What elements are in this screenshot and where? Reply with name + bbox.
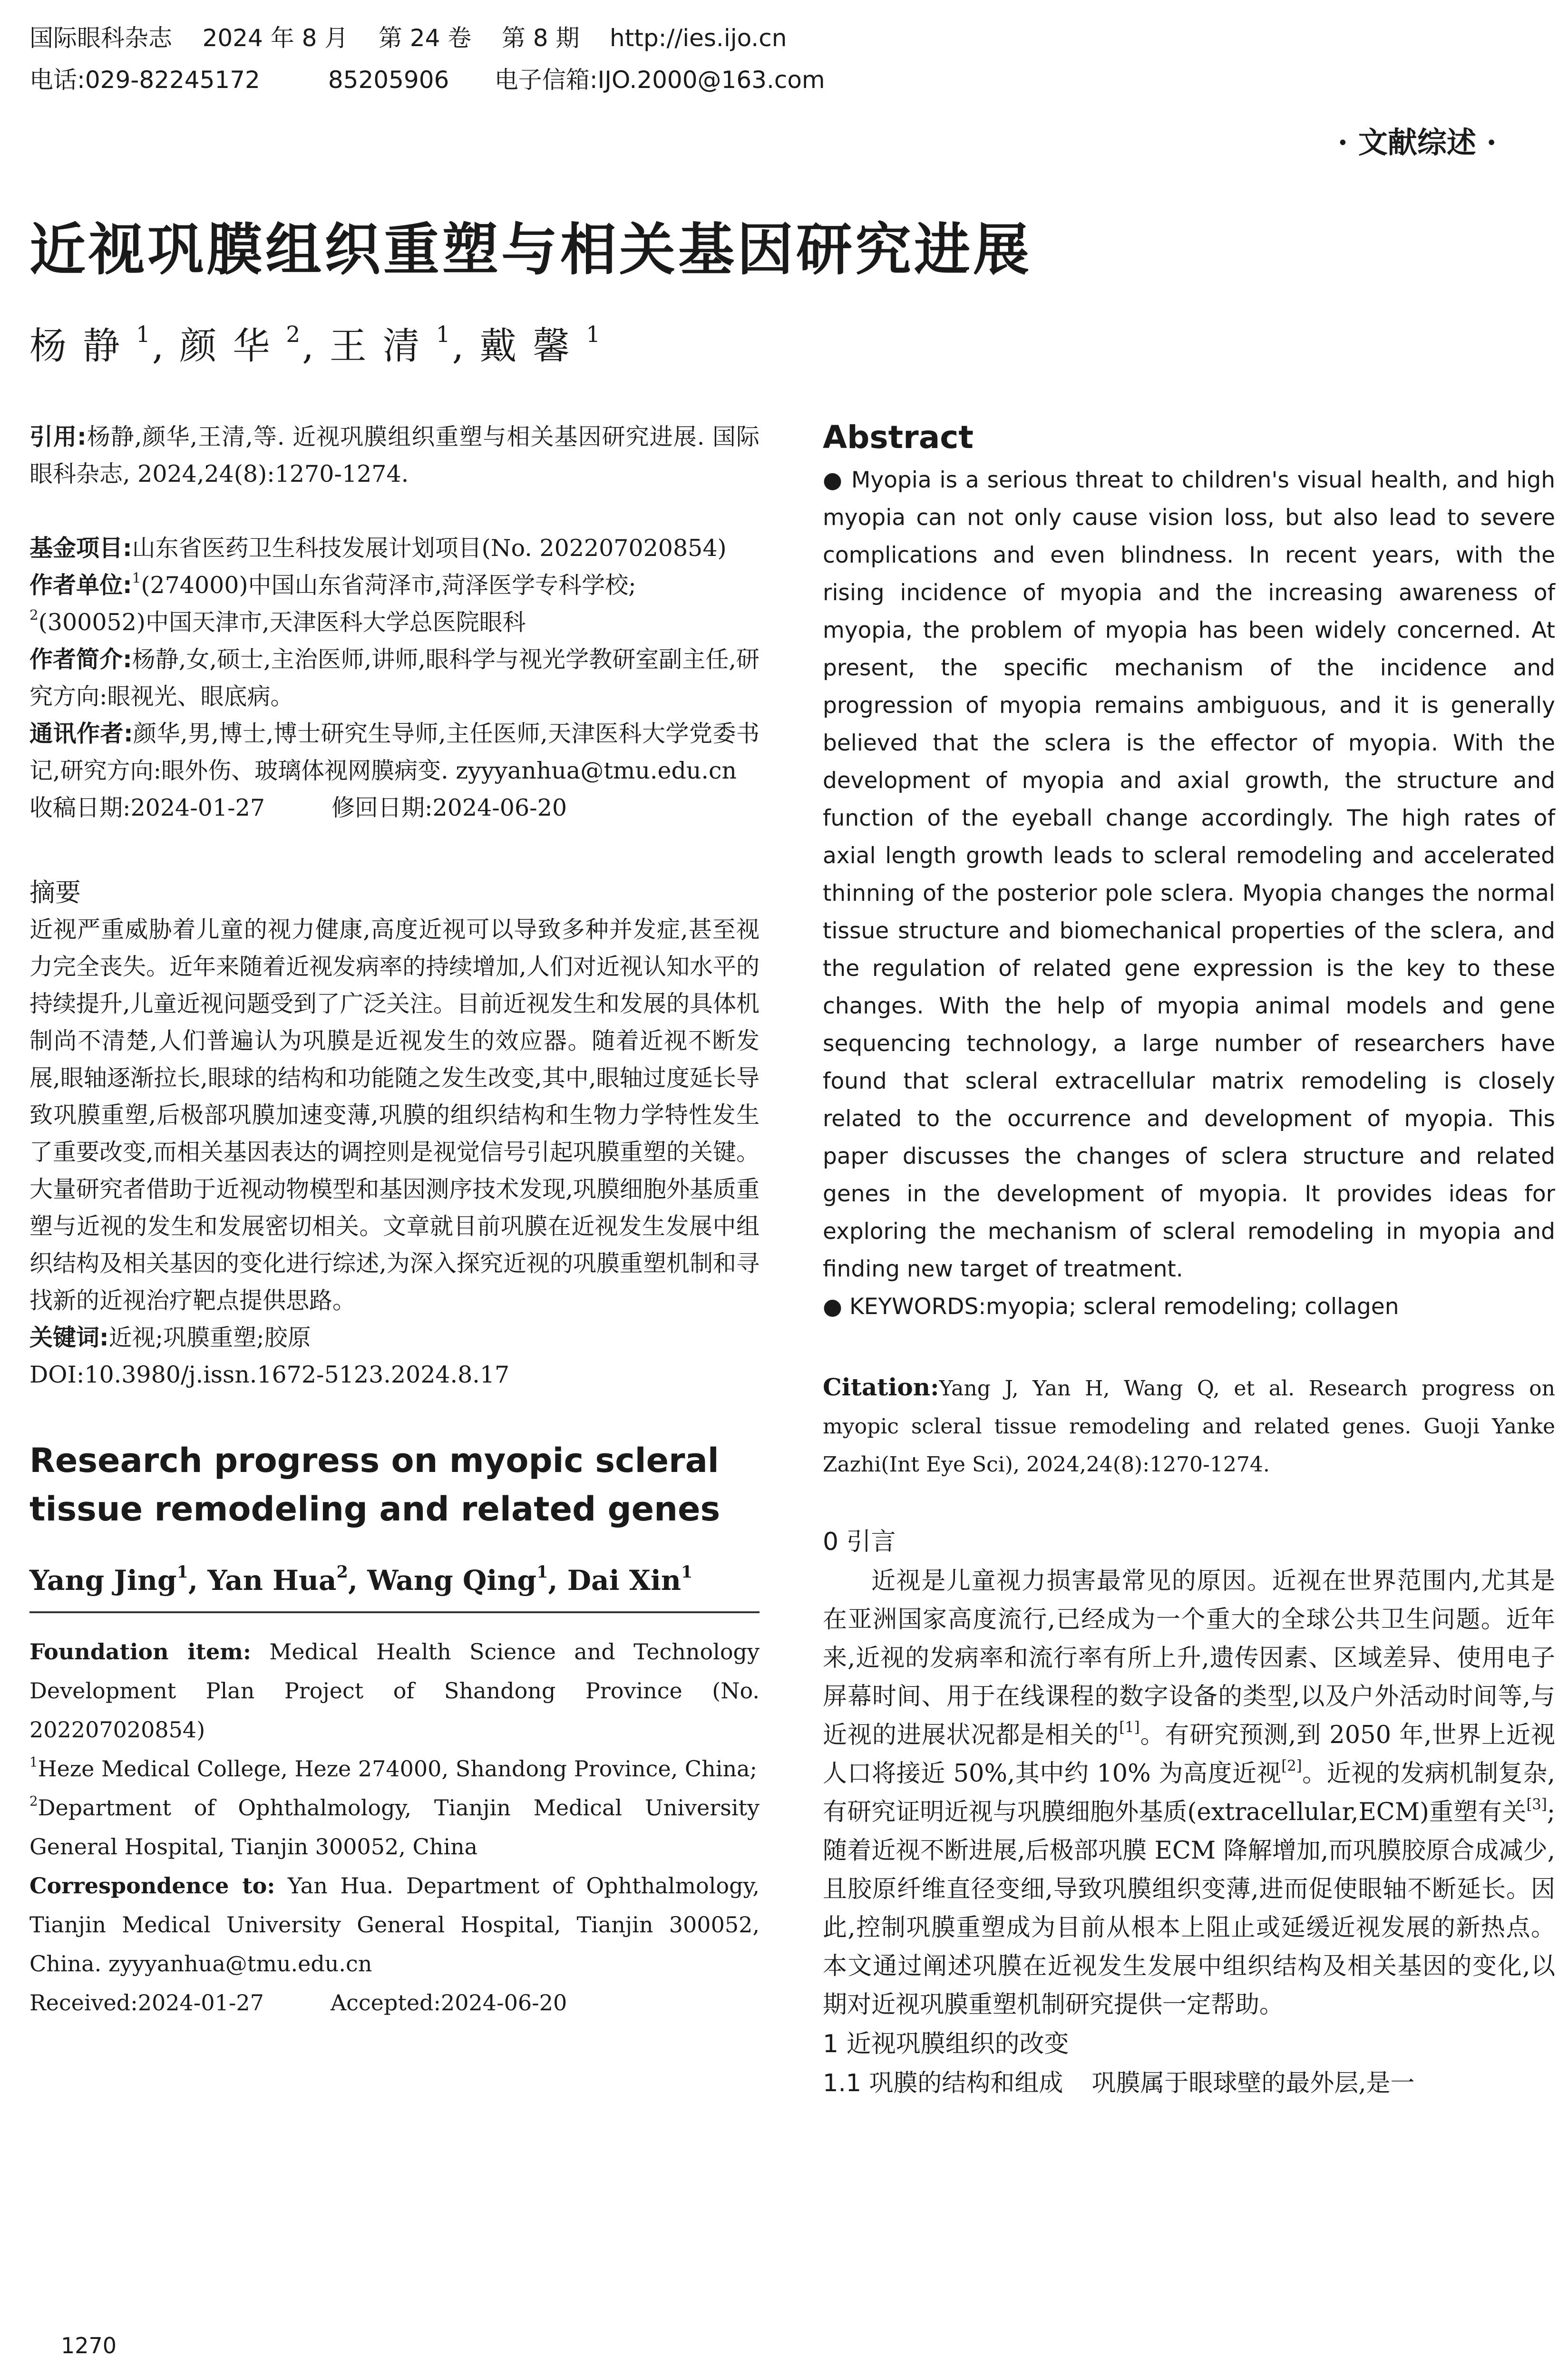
affiliation-en-1 <box>29 1749 760 1788</box>
keywords-en <box>823 1288 1555 1325</box>
abstract-cn-heading: 摘要 <box>29 877 81 907</box>
dates-en <box>29 1983 760 2022</box>
reference-marker: [3] <box>1526 1796 1547 1813</box>
article-title-en: Research progress on myopic scleral tissue remodeling and related genes <box>29 1441 721 1529</box>
left-column <box>29 419 760 2022</box>
correspondence-en-text: Yan Hua. Department of Ophthalmology, Tianjin Medical University General Hospital, Tianjin 300052, China. zyyyanhua@tmu.edu.cn <box>29 1873 760 1977</box>
section-1-1 <box>823 2064 1555 2103</box>
correspondence-en-label: Correspondence to: <box>29 1873 275 1899</box>
header-line-2: 电话:029-82245172 85205906 电子信箱:IJO.2000@163.com <box>29 66 825 94</box>
author-affil-sup: 2 <box>336 1562 348 1582</box>
author-affil-sup: 2 <box>286 321 302 348</box>
affiliation-en-2-text: Department of Ophthalmology, Tianjin Medical University General Hospital, Tianjin 300052, China <box>29 1795 760 1860</box>
accepted-date-en: Accepted:2024-06-20 <box>330 1990 567 2016</box>
citation-cn <box>29 419 760 493</box>
correspondence-en <box>29 1866 760 1983</box>
author-bio-cn <box>29 641 760 715</box>
keywords-cn-label: 关键词: <box>29 1324 109 1351</box>
citation-en-text: Yang J, Yan H, Wang Q, et al. Research progress on myopic scleral tissue remodeling and related genes. Guoji Yanke Zazhi(Int Eye Sci), 2024,24(8):1270-1274. <box>823 1376 1555 1477</box>
right-column <box>823 414 1555 2103</box>
section-1-heading: 1 近视巩膜组织的改变 <box>823 2030 1069 2058</box>
author-name: 王清 <box>329 325 436 368</box>
abstract-en-heading: Abstract <box>823 419 974 456</box>
correspondence-cn-text: 颜华,男,博士,博士研究生导师,主任医师,天津医科大学党委书记,研究方向:眼外伤、玻璃体视网膜病变. zyyyanhua@tmu.edu.cn <box>29 720 760 784</box>
citation-en-label: Citation: <box>823 1373 939 1401</box>
citation-cn-label: 引用: <box>29 423 87 450</box>
fund-cn-text: 山东省医药卫生科技发展计划项目(No. 202207020854) <box>132 535 727 562</box>
author-name: 杨静 <box>29 325 136 368</box>
author-affil-sup: 1 <box>436 321 452 348</box>
author-name-en: Yan Hua <box>207 1564 337 1597</box>
abstract-cn-text: 近视严重威胁着儿童的视力健康,高度近视可以导致多种并发症,甚至视力完全丧失。近年来随着近视发病率的持续增加,人们对近视认知水平的持续提升,儿童近视问题受到了广泛关注。目前近视发生和发展的具体机制尚不清楚,人们普遍认为巩膜是近视发生的效应器。随着近视不断发展,眼轴逐渐拉长,眼球的结构和功能随之发生改变,其中,眼轴过度延长导致巩膜重塑,后极部巩膜加速变薄,巩膜的组织结构和生物力学特性发生了重要改变,而相关基因表达的调控则是视觉信号引起巩膜重塑的关键。大量研究者借助于近视动物模型和基因测序技术发现,巩膜细胞外基质重塑与近视的发生和发展密切相关。文章就目前巩膜在近视发生发展中组织结构及相关基因的变化进行综述,为深入探究近视的巩膜重塑机制和寻找新的近视治疗靶点提供思路。 <box>29 916 760 1314</box>
author-list-cn: 杨静$^1$, 颜华$^2$, 王清$^1$, 戴馨$^1$ <box>29 321 602 368</box>
author-name-en: Dai Xin <box>567 1564 682 1597</box>
doi: DOI:10.3980/j.issn.1672-5123.2024.8.17 <box>29 1361 510 1388</box>
affil-sup: 1 <box>29 1754 38 1770</box>
keywords-en-text: myopia; scleral remodeling; collagen <box>986 1294 1399 1320</box>
fund-cn-label: 基金项目: <box>29 535 132 562</box>
keywords-cn <box>29 1319 760 1356</box>
header-line-1: 国际眼科杂志 2024 年 8 月 第 24 卷 第 8 期 http://ies.ijo.cn <box>29 24 787 52</box>
author-name: 戴馨 <box>479 325 586 368</box>
article-title-cn: 近视巩膜组织重塑与相关基因研究进展 <box>29 217 1032 283</box>
author-bio-label: 作者简介: <box>29 646 132 673</box>
author-affil-sup: 1 <box>176 1562 188 1582</box>
affil-sup: 2 <box>29 606 39 623</box>
affil-sup: 2 <box>29 1793 38 1809</box>
page-number: 1270 <box>61 2333 117 2358</box>
author-bio-text: 杨静,女,硕士,主治医师,讲师,眼科学与视光学教研室副主任,研究方向:眼视光、眼底病。 <box>29 646 760 710</box>
author-list-en: Yang Jing$^1$, Yan Hua$^2$, Wang Qing$^1$, Dai Xin$^1$ <box>29 1562 693 1597</box>
section-0-heading: 0 引言 <box>823 1528 896 1556</box>
foundation-en-label: Foundation item: <box>29 1639 251 1665</box>
foundation-en-text: Medical Health Science and Technology Development Plan Project of Shandong Province (No. 202207020854) <box>29 1639 760 1743</box>
keywords-cn-text: 近视;巩膜重塑;胶原 <box>108 1324 311 1351</box>
affiliation-cn-label: 作者单位: <box>29 572 132 599</box>
author-affil-sup: 1 <box>586 321 602 348</box>
section-tag: · 文献综述 · <box>1337 125 1497 160</box>
abstract-en-text: ● Myopia is a serious threat to children's visual health, and high myopia can not only cause vision loss, but also lead to severe complications and even blindness. In recent years, with the rising incidence of myopia and the increasing awareness of myopia, the problem of myopia has been widely concerned. At present, the specific mechanism of the incidence and progression of myopia remains ambiguous, and it is generally believed that the sclera is the effector of myopia. With the development of myopia and axial growth, the structure and function of the eyeball change accordingly. The high rates of axial length growth leads to scleral remodeling and accelerated thinning of the posterior pole sclera. Myopia changes the normal tissue structure and biomechanical properties of the sclera, and the regulation of related gene expression is the key to these changes. With the help of myopia animal models and gene sequencing technology, a large number of researchers have found that scleral extracellular matrix remodeling is closely related to the occurrence and development of myopia. This paper discusses the changes of sclera structure and related genes in the development of myopia. It provides ideas for exploring the mechanism of scleral remodeling in myopia and finding new target of treatment. <box>823 467 1555 1282</box>
correspondence-cn <box>29 715 760 789</box>
intro-text-b: 。有研究预测,到 2050 年,世界上近视人口将接近 50%,其中约 10% 为高度近视 <box>823 1721 1555 1788</box>
keywords-en-label: ● KEYWORDS: <box>823 1294 986 1320</box>
section-1-1-text: 巩膜属于眼球壁的最外层,是一 <box>1091 2069 1415 2097</box>
intro-text-a: 近视是儿童视力损害最常见的原因。近视在世界范围内,尤其是在亚洲国家高度流行,已经成为一个重大的全球公共卫生问题。近年来,近视的发病率和流行率有所上升,遗传因素、区域差异、使用电子屏幕时间、用于在线课程的数字设备的类型,以及户外活动时间等,与近视的进展状况都是相关的 <box>823 1567 1555 1749</box>
dates-cn <box>29 789 760 827</box>
affiliation-en-2 <box>29 1788 760 1866</box>
revised-date-cn: 修回日期:2024-06-20 <box>331 794 567 821</box>
fund-cn <box>29 530 760 567</box>
citation-en <box>823 1368 1555 1484</box>
author-affil-sup: 1 <box>681 1562 693 1582</box>
intro-text-c: 。近视的发病机制复杂,有研究证明近视与巩膜细胞外基质(extracellular,ECM)重塑有关 <box>823 1760 1555 1826</box>
affiliation-cn-2: (300052)中国天津市,天津医科大学总医院眼科 <box>38 609 526 636</box>
intro-text-d: ;随着近视不断进展,后极部巩膜 ECM 降解增加,而巩膜胶原合成减少,且胶原纤维直径变细,导致巩膜组织变薄,进而促使眼轴不断延长。因此,控制巩膜重塑成为目前从根本上阻止或延缓近视发展的新热点。本文通过阐述巩膜在近视发生发展中组织结构及相关基因的变化,以期对近视巩膜重塑机制研究提供一定帮助。 <box>823 1798 1555 2019</box>
affiliation-en-1-text: Heze Medical College, Heze 274000, Shandong Province, China; <box>38 1756 757 1782</box>
foundation-en <box>29 1632 760 1749</box>
section-1-1-heading: 1.1 巩膜的结构和组成 <box>823 2069 1063 2097</box>
citation-cn-text: 杨静,颜华,王清,等. 近视巩膜组织重塑与相关基因研究进展. 国际眼科杂志, 2024,24(8):1270-1274. <box>29 423 760 487</box>
reference-marker: [2] <box>1281 1758 1302 1775</box>
intro-paragraph <box>823 1562 1555 2024</box>
correspondence-cn-label: 通讯作者: <box>29 720 133 747</box>
affiliation-cn <box>29 567 760 641</box>
author-name-en: Wang Qing <box>367 1564 537 1597</box>
author-name-en: Yang Jing <box>29 1564 177 1597</box>
affil-sup: 1 <box>132 569 141 586</box>
reference-marker: [1] <box>1119 1719 1140 1736</box>
author-affil-sup: 1 <box>136 321 152 348</box>
affiliation-cn-1: (274000)中国山东省菏泽市,菏泽医学专科学校; <box>141 572 636 599</box>
author-name: 颜华 <box>179 325 286 368</box>
author-affil-sup: 1 <box>536 1562 548 1582</box>
received-date-cn: 收稿日期:2024-01-27 <box>29 794 265 821</box>
received-date-en: Received:2024-01-27 <box>29 1990 264 2016</box>
